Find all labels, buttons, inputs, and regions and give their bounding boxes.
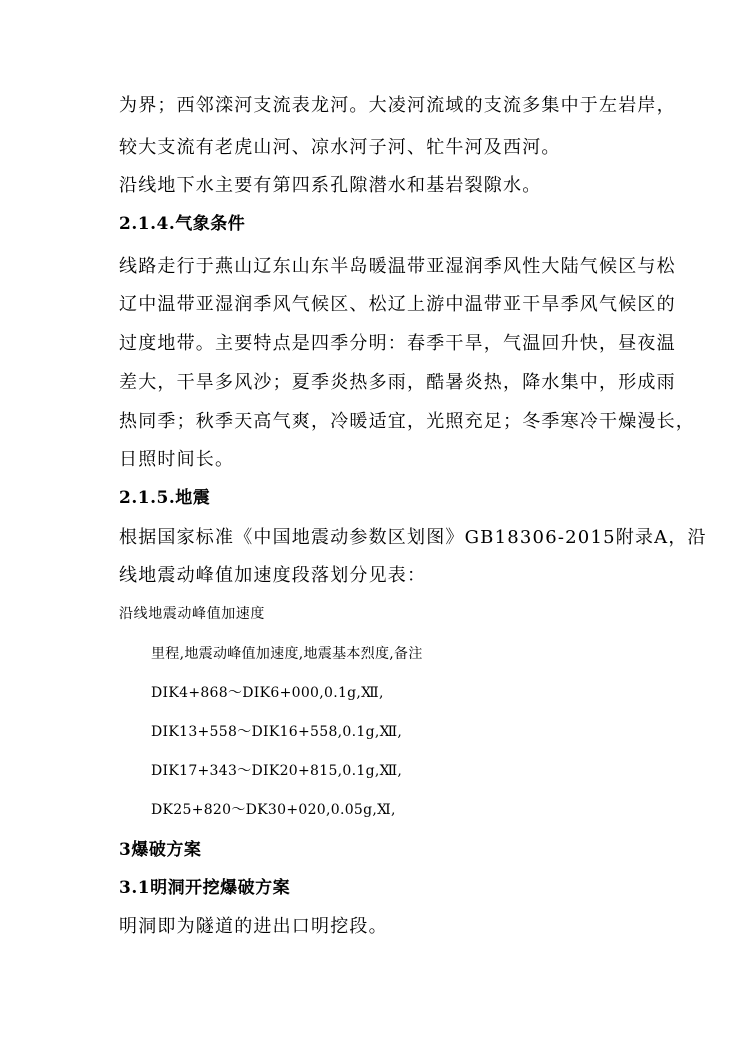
table-row: DK25+820～DK30+020,0.05g,Ⅺ, [151, 802, 396, 818]
paragraph-text: 差大，干旱多风沙；夏季炎热多雨，酷暑炎热，降水集中，形成雨 [119, 372, 676, 393]
paragraph-text: 为界；西邻滦河支流表龙河。大凌河流域的支流多集中于左岩岸， [119, 95, 676, 116]
section-heading: 3爆破方案 [119, 840, 202, 860]
section-heading: 2.1.4.气象条件 [119, 214, 246, 234]
table-row: DIK4+868～DIK6+000,0.1g,Ⅻ, [151, 685, 384, 701]
paragraph-text: 过度地带。主要特点是四季分明：春季干旱，气温回升快，昼夜温 [119, 333, 676, 354]
paragraph-text: 日照时间长。 [119, 449, 235, 470]
paragraph-text: 线路走行于燕山辽东山东半岛暖温带亚湿润季风性大陆气候区与松 [119, 256, 676, 277]
table-row: DIK17+343～DIK20+815,0.1g,Ⅻ, [151, 763, 403, 779]
table-caption: 沿线地震动峰值加速度 [119, 606, 265, 622]
paragraph-text: 沿线地下水主要有第四系孔隙潜水和基岩裂隙水。 [119, 175, 542, 196]
paragraph-text: 较大支流有老虎山河、凉水河子河、牤牛河及西河。 [119, 137, 561, 158]
table-header: 里程,地震动峰值加速度,地震基本烈度,备注 [151, 646, 423, 662]
paragraph-text: 根据国家标准《中国地震动参数区划图》GB18306-2015附录A，沿 [119, 527, 707, 548]
section-heading: 2.1.5.地震 [119, 488, 211, 508]
section-heading: 3.1明洞开挖爆破方案 [119, 878, 291, 898]
paragraph-text: 辽中温带亚湿润季风气候区、松辽上游中温带亚干旱季风气候区的 [119, 294, 676, 315]
paragraph-text: 热同季；秋季天高气爽，冷暖适宜，光照充足；冬季寒冷干燥漫长， [119, 411, 695, 432]
paragraph-text: 线地震动峰值加速度段落划分见表： [119, 565, 427, 586]
paragraph-text: 明洞即为隧道的进出口明挖段。 [119, 916, 388, 937]
table-row: DIK13+558～DIK16+558,0.1g,Ⅻ, [151, 724, 403, 740]
